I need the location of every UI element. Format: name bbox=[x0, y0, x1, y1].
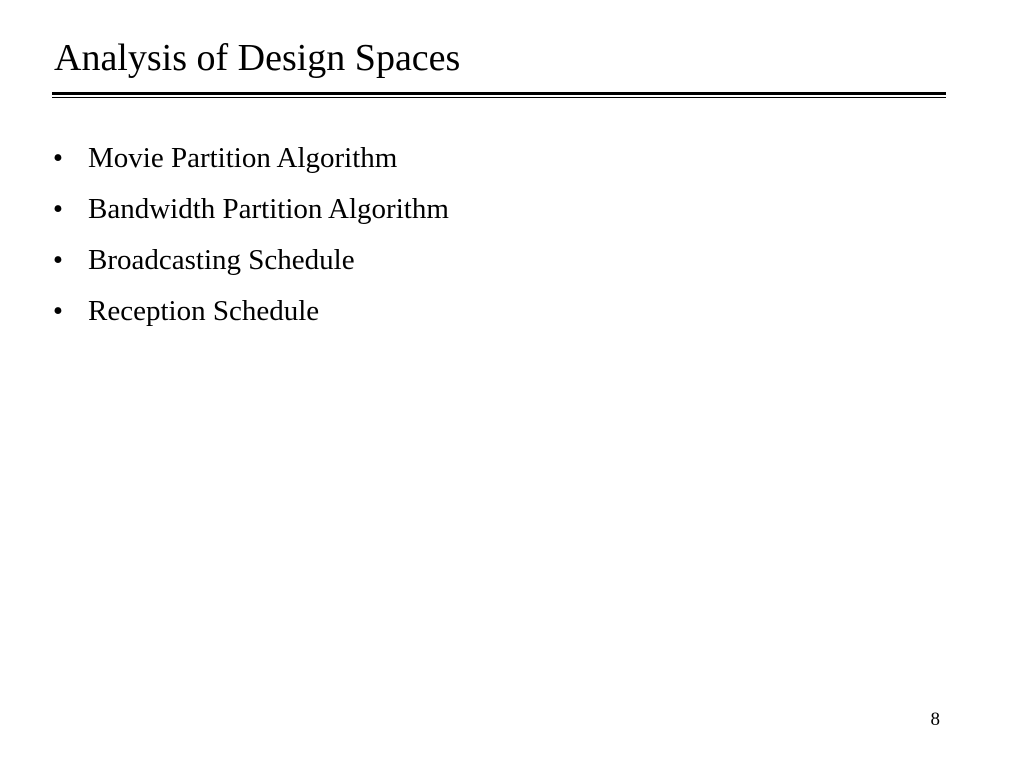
bullet-marker: • bbox=[52, 244, 64, 276]
title-divider-thick bbox=[52, 92, 946, 95]
slide-title: Analysis of Design Spaces bbox=[54, 37, 461, 79]
bullet-marker: • bbox=[52, 295, 64, 327]
bullet-text: Broadcasting Schedule bbox=[88, 244, 355, 276]
bullet-text: Bandwidth Partition Algorithm bbox=[88, 193, 449, 225]
title-divider-thin bbox=[52, 97, 946, 98]
bullet-text: Movie Partition Algorithm bbox=[88, 142, 398, 174]
bullet-marker: • bbox=[52, 142, 64, 174]
bullet-marker: • bbox=[52, 193, 64, 225]
page-number: 8 bbox=[930, 709, 940, 730]
bullet-text: Reception Schedule bbox=[88, 295, 320, 327]
